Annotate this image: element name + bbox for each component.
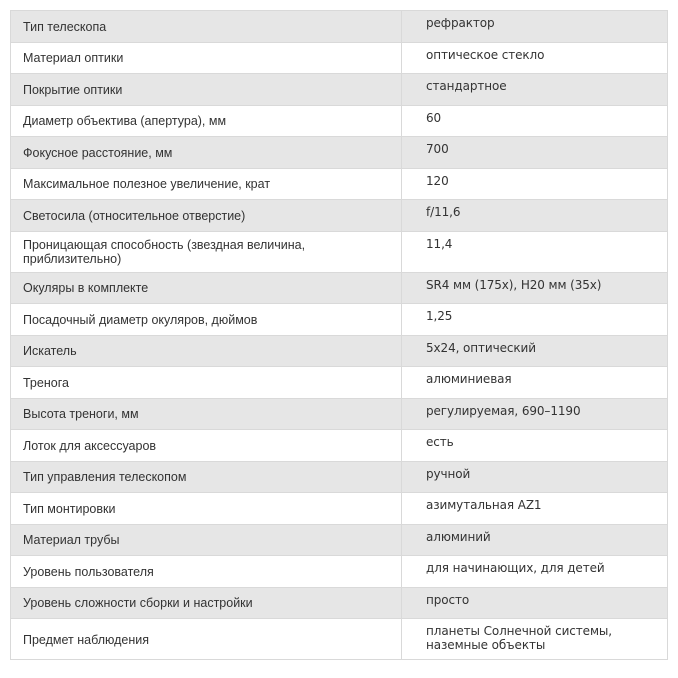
spec-label: Посадочный диаметр окуляров, дюймов	[11, 304, 402, 336]
spec-row-limiting-magnitude	[11, 231, 668, 272]
spec-value: 11,4	[402, 231, 668, 272]
spec-row-optics-coating	[11, 74, 668, 106]
spec-row-assembly-difficulty	[11, 587, 668, 619]
spec-table	[10, 10, 668, 660]
spec-value: регулируемая, 690–1190	[402, 398, 668, 430]
spec-row-eyepiece-diameter	[11, 304, 668, 336]
spec-row-user-level	[11, 556, 668, 588]
spec-value: 60	[402, 105, 668, 137]
spec-value: 120	[402, 168, 668, 200]
spec-label: Диаметр объектива (апертура), мм	[11, 105, 402, 137]
spec-row-tripod-height	[11, 398, 668, 430]
spec-row-tube-material	[11, 524, 668, 556]
spec-value: для начинающих, для детей	[402, 556, 668, 588]
spec-value: азимутальная AZ1	[402, 493, 668, 525]
spec-value: f/11,6	[402, 200, 668, 232]
spec-row-focal-length	[11, 137, 668, 169]
spec-row-control-type	[11, 461, 668, 493]
spec-label: Проницающая способность (звездная величина, приблизительно)	[11, 231, 402, 272]
spec-value: оптическое стекло	[402, 42, 668, 74]
spec-value: планеты Солнечной системы, наземные объекты	[402, 619, 668, 660]
spec-label: Уровень пользователя	[11, 556, 402, 588]
spec-value: алюминий	[402, 524, 668, 556]
spec-label: Тип управления телескопом	[11, 461, 402, 493]
spec-value: просто	[402, 587, 668, 619]
spec-label: Предмет наблюдения	[11, 619, 402, 660]
spec-value: рефрактор	[402, 11, 668, 43]
spec-label: Тип монтировки	[11, 493, 402, 525]
spec-label: Искатель	[11, 335, 402, 367]
spec-row-aperture	[11, 105, 668, 137]
spec-label: Окуляры в комплекте	[11, 272, 402, 304]
spec-row-accessory-tray	[11, 430, 668, 462]
spec-row-eyepieces	[11, 272, 668, 304]
spec-label: Уровень сложности сборки и настройки	[11, 587, 402, 619]
spec-row-telescope-type	[11, 11, 668, 43]
spec-label: Материал трубы	[11, 524, 402, 556]
spec-row-mount-type	[11, 493, 668, 525]
spec-value: стандартное	[402, 74, 668, 106]
spec-value: алюминиевая	[402, 367, 668, 399]
spec-label: Высота треноги, мм	[11, 398, 402, 430]
spec-row-tripod	[11, 367, 668, 399]
spec-value: ручной	[402, 461, 668, 493]
spec-value: есть	[402, 430, 668, 462]
spec-label: Материал оптики	[11, 42, 402, 74]
spec-label: Тренога	[11, 367, 402, 399]
spec-value: 5x24, оптический	[402, 335, 668, 367]
spec-label: Тип телескопа	[11, 11, 402, 43]
spec-row-finder	[11, 335, 668, 367]
spec-label: Фокусное расстояние, мм	[11, 137, 402, 169]
spec-value: 1,25	[402, 304, 668, 336]
spec-label: Светосила (относительное отверстие)	[11, 200, 402, 232]
spec-value: 700	[402, 137, 668, 169]
spec-row-optics-material	[11, 42, 668, 74]
spec-value: SR4 мм (175x), H20 мм (35x)	[402, 272, 668, 304]
spec-row-observation-targets	[11, 619, 668, 660]
spec-row-max-magnification	[11, 168, 668, 200]
spec-label: Покрытие оптики	[11, 74, 402, 106]
spec-row-focal-ratio	[11, 200, 668, 232]
spec-label: Максимальное полезное увеличение, крат	[11, 168, 402, 200]
spec-label: Лоток для аксессуаров	[11, 430, 402, 462]
